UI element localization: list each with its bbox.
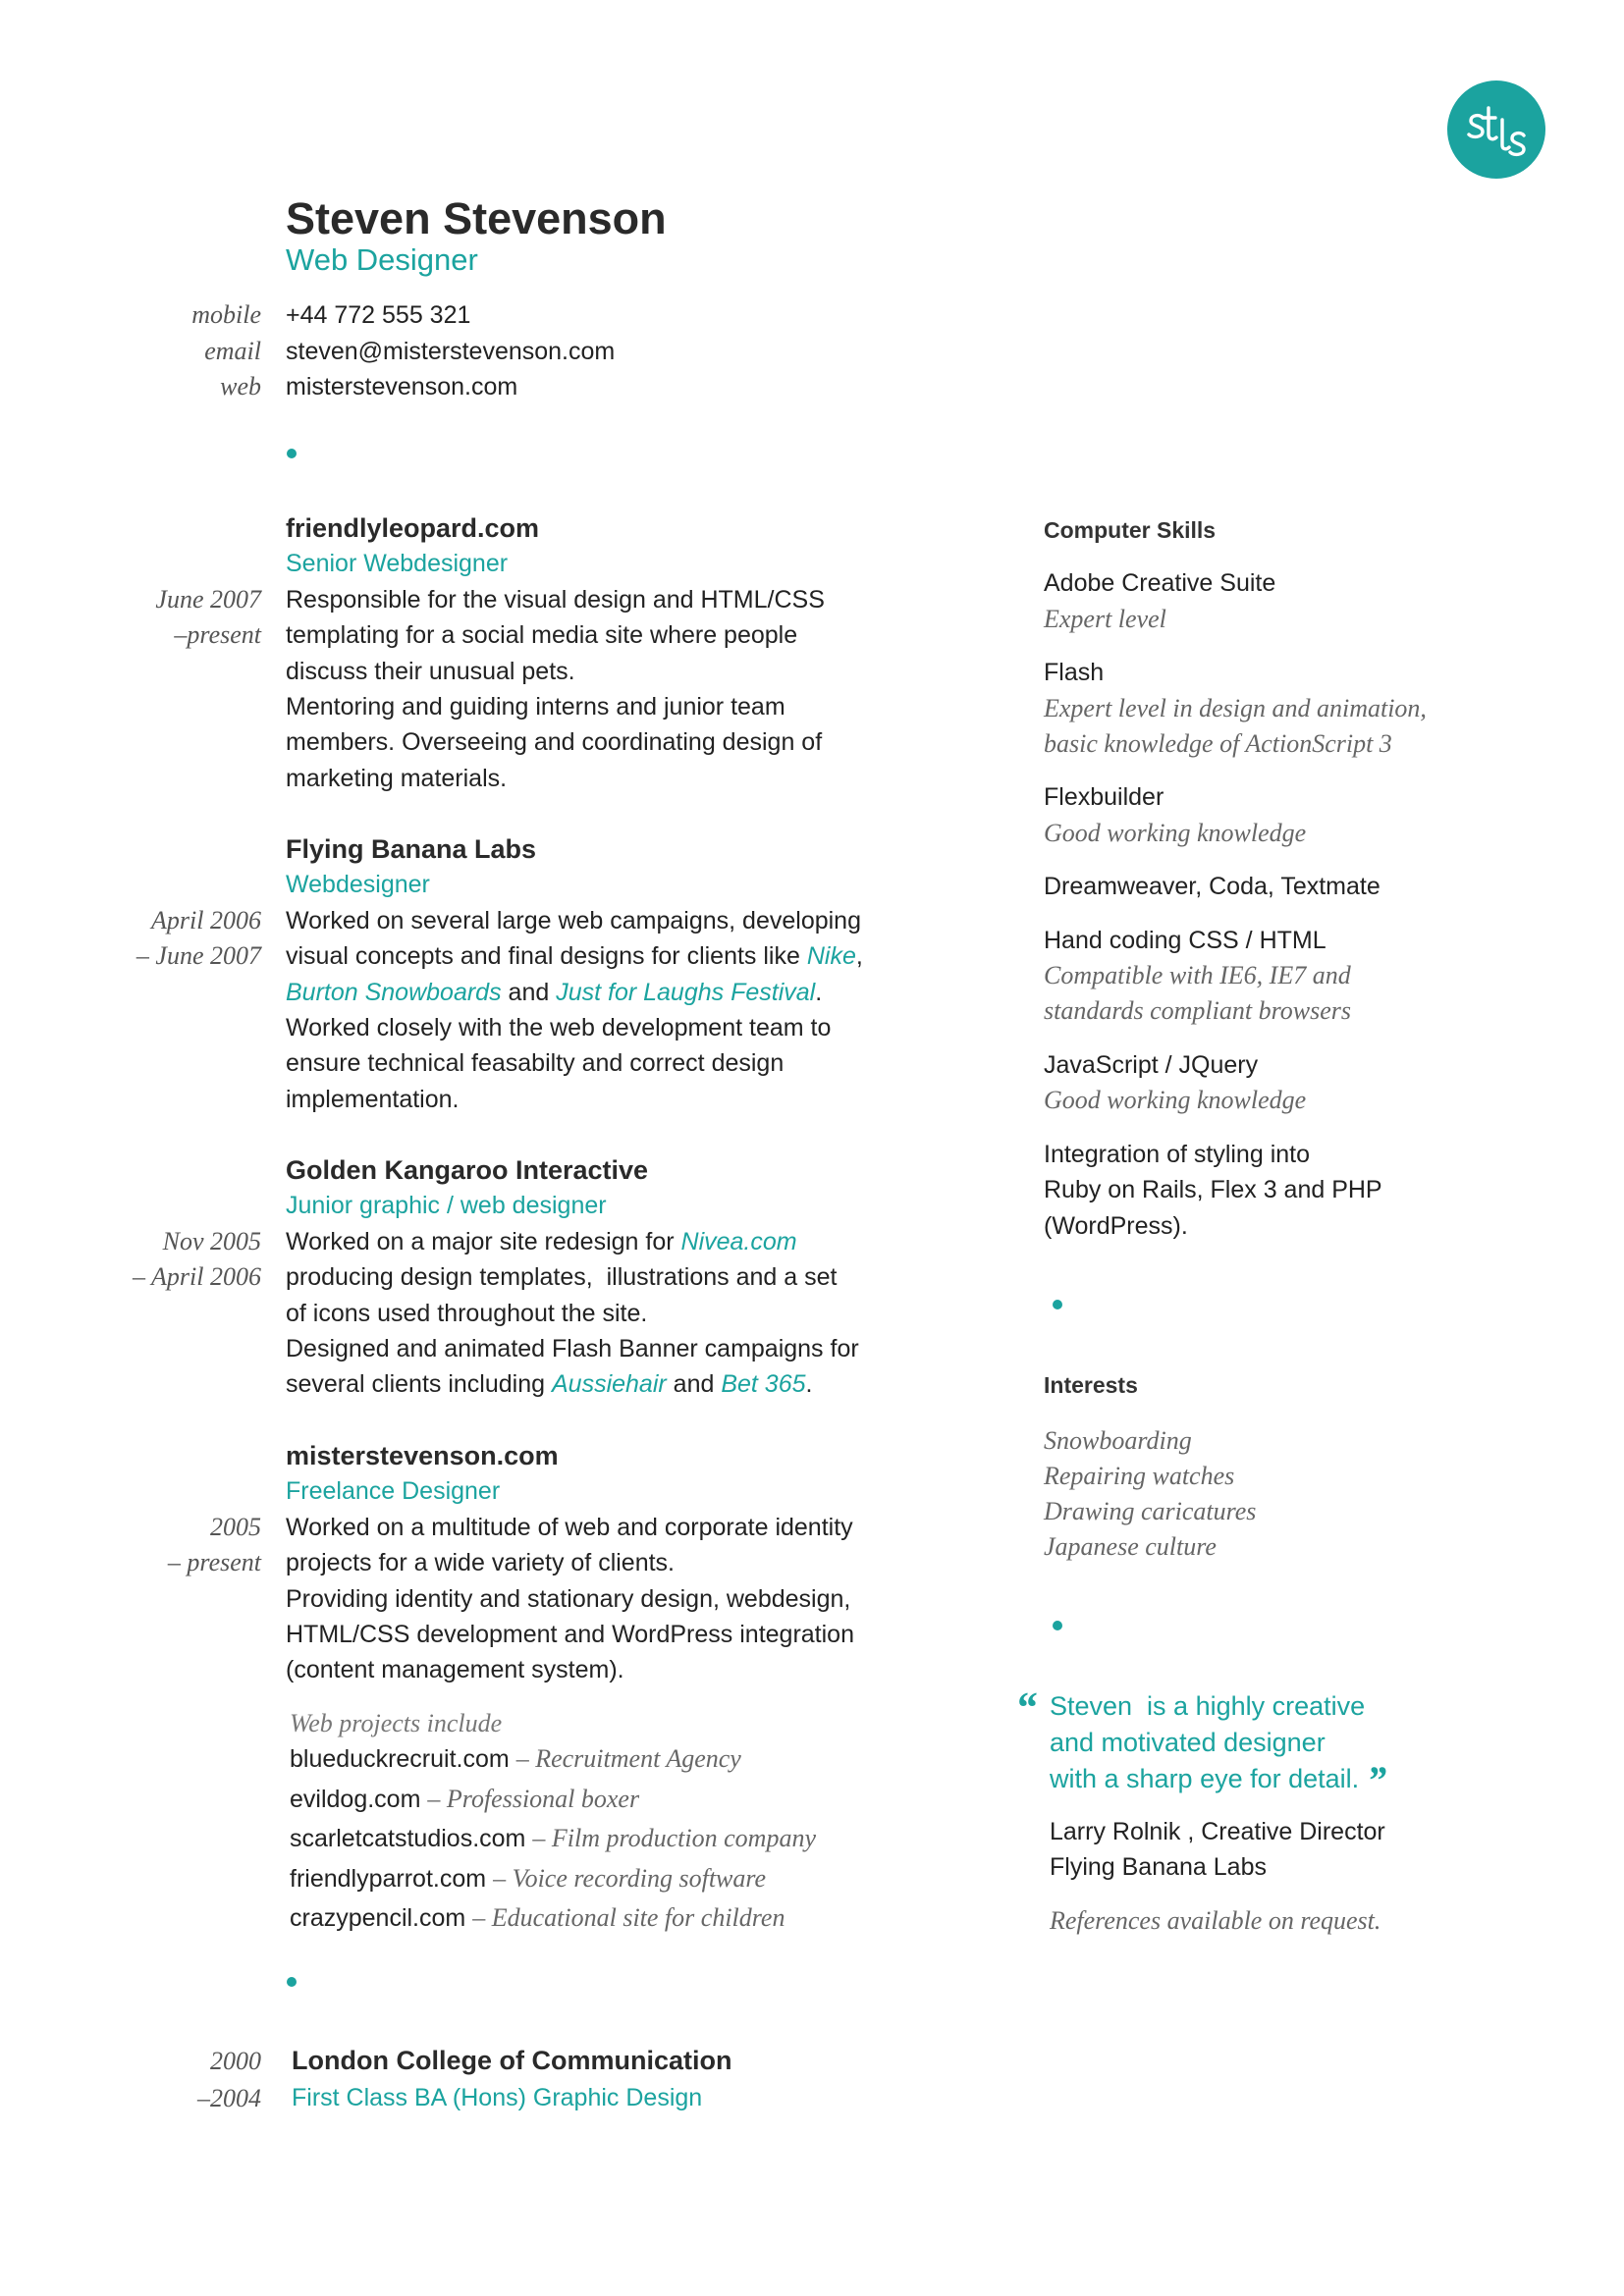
- web-projects-list: [290, 1741, 1036, 1940]
- section-divider-dot: [287, 1977, 297, 1987]
- testimonial-quote: [1050, 1688, 1387, 1802]
- computer-skills-list: [1044, 565, 1594, 1244]
- client-link[interactable]: Aussiehair: [551, 1370, 667, 1399]
- computer-skills-section: [1044, 512, 1594, 1244]
- quote-text: with a sharp eye for detail.: [1050, 1764, 1360, 1793]
- description-text: several clients including: [286, 1370, 552, 1399]
- job-entry: [0, 510, 982, 796]
- job-date-line: June 2007: [155, 584, 261, 614]
- skill-item: [1044, 565, 1594, 637]
- job-role: Freelance Designer: [286, 1477, 501, 1506]
- attribution-line: Larry Rolnik , Creative Director: [1050, 1818, 1385, 1845]
- description-text: and: [666, 1370, 722, 1399]
- quote-line: [1050, 1688, 1386, 1725]
- job-details: [286, 1152, 982, 1403]
- job-description-line: [286, 1366, 982, 1402]
- references-note: References available on request.: [1050, 1906, 1381, 1935]
- job-date-line: – present: [167, 1548, 261, 1577]
- job-dates: [0, 1510, 261, 1581]
- education-details: [292, 2043, 982, 2116]
- job-date-line: – June 2007: [135, 941, 261, 971]
- skill-level: Good working knowledge: [1044, 1086, 1307, 1115]
- quote-text: and motivated designer: [1050, 1728, 1326, 1757]
- web-project-site: crazypencil.com: [290, 1904, 466, 1933]
- open-quote-mark: “: [1015, 1683, 1037, 1732]
- description-text: visual concepts and final designs for clients like: [286, 942, 807, 971]
- web-project-item: [290, 1741, 1036, 1781]
- web-project-item: [290, 1782, 1036, 1821]
- skill-name: (WordPress).: [1044, 1211, 1188, 1240]
- web-projects: [290, 1706, 1036, 1940]
- description-text: and: [501, 978, 557, 1006]
- skill-name: Integration of styling into: [1044, 1140, 1310, 1168]
- close-quote-mark: ”: [1367, 1758, 1387, 1802]
- skill-name: Adobe Creative Suite: [1044, 569, 1276, 598]
- job-description-line: (content management system).: [286, 1656, 624, 1684]
- candidate-title: Web Designer: [286, 242, 478, 277]
- section-divider-dot: [1053, 1300, 1062, 1309]
- job-dates: [0, 582, 261, 654]
- skill-level: basic knowledge of ActionScript 3: [1044, 729, 1392, 759]
- web-project-site: friendlyparrot.com: [290, 1864, 487, 1893]
- quote-line: [1050, 1725, 1386, 1761]
- skill-item: [1044, 779, 1594, 851]
- job-details: [286, 831, 982, 1117]
- web-project-item: [290, 1861, 1036, 1900]
- job-company: friendlyleopard.com: [286, 513, 540, 543]
- skill-name: Flash: [1044, 659, 1105, 687]
- interest-item: Drawing caricatures: [1044, 1497, 1257, 1525]
- job-description-line: Worked on several large web campaigns, developing: [286, 906, 861, 934]
- job-description-line: members. Overseeing and coordinating design of: [286, 728, 823, 757]
- client-link[interactable]: Nivea.com: [680, 1227, 797, 1255]
- skill-name: Dreamweaver, Coda, Textmate: [1044, 873, 1380, 901]
- job-date-line: April 2006: [151, 905, 261, 934]
- skill-level: Expert level: [1044, 604, 1166, 633]
- job-entry: [0, 831, 982, 1117]
- web-projects-intro: Web projects include: [290, 1709, 503, 1737]
- job-description-line: discuss their unusual pets.: [286, 657, 575, 685]
- web-project-site: evildog.com: [290, 1785, 421, 1813]
- job-description-line: Worked closely with the web development team to: [286, 1014, 832, 1042]
- description-text: .: [815, 978, 823, 1006]
- logo-circle: [1447, 80, 1545, 179]
- skill-name: Flexbuilder: [1044, 783, 1164, 812]
- job-description-line: Mentoring and guiding interns and junior team: [286, 693, 785, 721]
- attribution-line: Flying Banana Labs: [1050, 1853, 1267, 1881]
- interest-item: Snowboarding: [1044, 1426, 1192, 1455]
- client-link[interactable]: Burton Snowboards: [286, 978, 502, 1006]
- education-date-line: –2004: [197, 2083, 261, 2112]
- skill-name: Hand coding CSS / HTML: [1044, 926, 1326, 954]
- job-description-line: Providing identity and stationary design, webdesign,: [286, 1584, 851, 1613]
- interest-item: Repairing watches: [1044, 1462, 1235, 1490]
- job-description-line: HTML/CSS development and WordPress integration: [286, 1621, 854, 1649]
- web-project-item: [290, 1900, 1036, 1940]
- job-company: Flying Banana Labs: [286, 834, 537, 864]
- job-description-line: [286, 975, 982, 1010]
- interest-item: Japanese culture: [1044, 1532, 1217, 1561]
- testimonial-attribution: [1050, 1814, 1385, 1885]
- job-description-line: Designed and animated Flash Banner campaigns for: [286, 1335, 859, 1363]
- web-project-description: – Recruitment Agency: [515, 1744, 741, 1774]
- interests-list: [1044, 1423, 1256, 1565]
- job-date-line: – April 2006: [133, 1262, 261, 1292]
- job-details: [286, 510, 982, 796]
- candidate-name: Steven Stevenson: [286, 193, 667, 243]
- contact-value-mobile: +44 772 555 321: [286, 301, 471, 329]
- skill-level: Good working knowledge: [1044, 818, 1307, 847]
- web-project-description: – Educational site for children: [472, 1903, 785, 1933]
- job-description-line: marketing materials.: [286, 764, 508, 792]
- contact-label: email: [204, 336, 261, 365]
- description-text: .: [805, 1370, 813, 1399]
- job-entry: [0, 1152, 982, 1403]
- job-description-line: Worked on a multitude of web and corporate identity: [286, 1513, 853, 1541]
- job-description-line: Responsible for the visual design and HTML/CSS: [286, 585, 825, 614]
- monogram-logo: [1447, 80, 1545, 179]
- job-date-line: 2005: [210, 1512, 261, 1541]
- education-section: [0, 2043, 982, 2116]
- contact-value-web[interactable]: misterstevenson.com: [286, 373, 518, 400]
- skill-level: Compatible with IE6, IE7 and: [1044, 961, 1351, 990]
- job-description-line: of icons used throughout the site.: [286, 1299, 648, 1327]
- job-dates: [0, 903, 261, 975]
- skill-item: [1044, 869, 1594, 904]
- job-description-line: ensure technical feasabilty and correct design: [286, 1049, 785, 1078]
- job-date-line: Nov 2005: [162, 1226, 261, 1255]
- job-date-line: –present: [174, 620, 261, 650]
- job-dates: [0, 1224, 261, 1296]
- web-project-item: [290, 1821, 1036, 1860]
- web-project-description: – Film production company: [532, 1824, 816, 1853]
- education-date-line: 2000: [210, 2047, 261, 2075]
- job-description-line: projects for a wide variety of clients.: [286, 1549, 675, 1577]
- skill-level: standards compliant browsers: [1044, 996, 1351, 1026]
- contact-value-email[interactable]: steven@misterstevenson.com: [286, 337, 616, 365]
- skill-item: [1044, 923, 1594, 1030]
- interests-heading: Interests: [1044, 1372, 1138, 1398]
- skill-item: [1044, 655, 1594, 762]
- client-link[interactable]: Just for Laughs Festival: [556, 978, 816, 1006]
- description-text: ,: [855, 942, 863, 971]
- job-entry: [0, 1438, 982, 1688]
- web-project-site: scarletcatstudios.com: [290, 1825, 526, 1853]
- education-dates: [0, 2043, 261, 2116]
- contact-label: mobile: [191, 300, 261, 329]
- skill-name: JavaScript / JQuery: [1044, 1050, 1259, 1079]
- job-company: Golden Kangaroo Interactive: [286, 1155, 649, 1185]
- job-company: misterstevenson.com: [286, 1441, 559, 1470]
- web-project-description: – Voice recording software: [493, 1863, 767, 1893]
- job-description-line: [286, 938, 982, 974]
- contact-row-mobile: [0, 297, 982, 334]
- skill-item: [1044, 1047, 1594, 1119]
- job-description-line: [286, 1224, 982, 1259]
- contact-row-web: [0, 369, 982, 405]
- contact-label: web: [220, 372, 261, 400]
- education-institution: London College of Communication: [292, 2046, 732, 2075]
- section-divider-dot: [1053, 1621, 1062, 1630]
- quote-line: [1050, 1758, 1387, 1802]
- contact-row-email: [0, 334, 982, 370]
- job-role: Senior Webdesigner: [286, 550, 509, 578]
- skill-level: Expert level in design and animation,: [1044, 693, 1427, 722]
- client-link[interactable]: Bet 365: [721, 1370, 806, 1399]
- education-degree: First Class BA (Hons) Graphic Design: [292, 2083, 703, 2111]
- job-details: [286, 1438, 982, 1688]
- contact-details: [0, 297, 982, 405]
- client-link[interactable]: Nike: [806, 942, 856, 971]
- web-project-site: blueduckrecruit.com: [290, 1745, 510, 1774]
- description-text: Worked on a major site redesign for: [286, 1227, 681, 1255]
- web-project-description: – Professional boxer: [427, 1784, 640, 1813]
- job-role: Webdesigner: [286, 871, 430, 899]
- job-role: Junior graphic / web designer: [286, 1192, 607, 1220]
- job-description-line: implementation.: [286, 1085, 460, 1113]
- section-divider-dot: [287, 449, 297, 458]
- skill-item: [1044, 1137, 1594, 1244]
- computer-skills-heading: Computer Skills: [1044, 517, 1217, 543]
- job-description-line: producing design templates, illustrations and a set: [286, 1263, 838, 1292]
- job-description-line: templating for a social media site where people: [286, 621, 798, 650]
- quote-text: Steven is a highly creative: [1050, 1691, 1366, 1721]
- skill-name: Ruby on Rails, Flex 3 and PHP: [1044, 1176, 1382, 1204]
